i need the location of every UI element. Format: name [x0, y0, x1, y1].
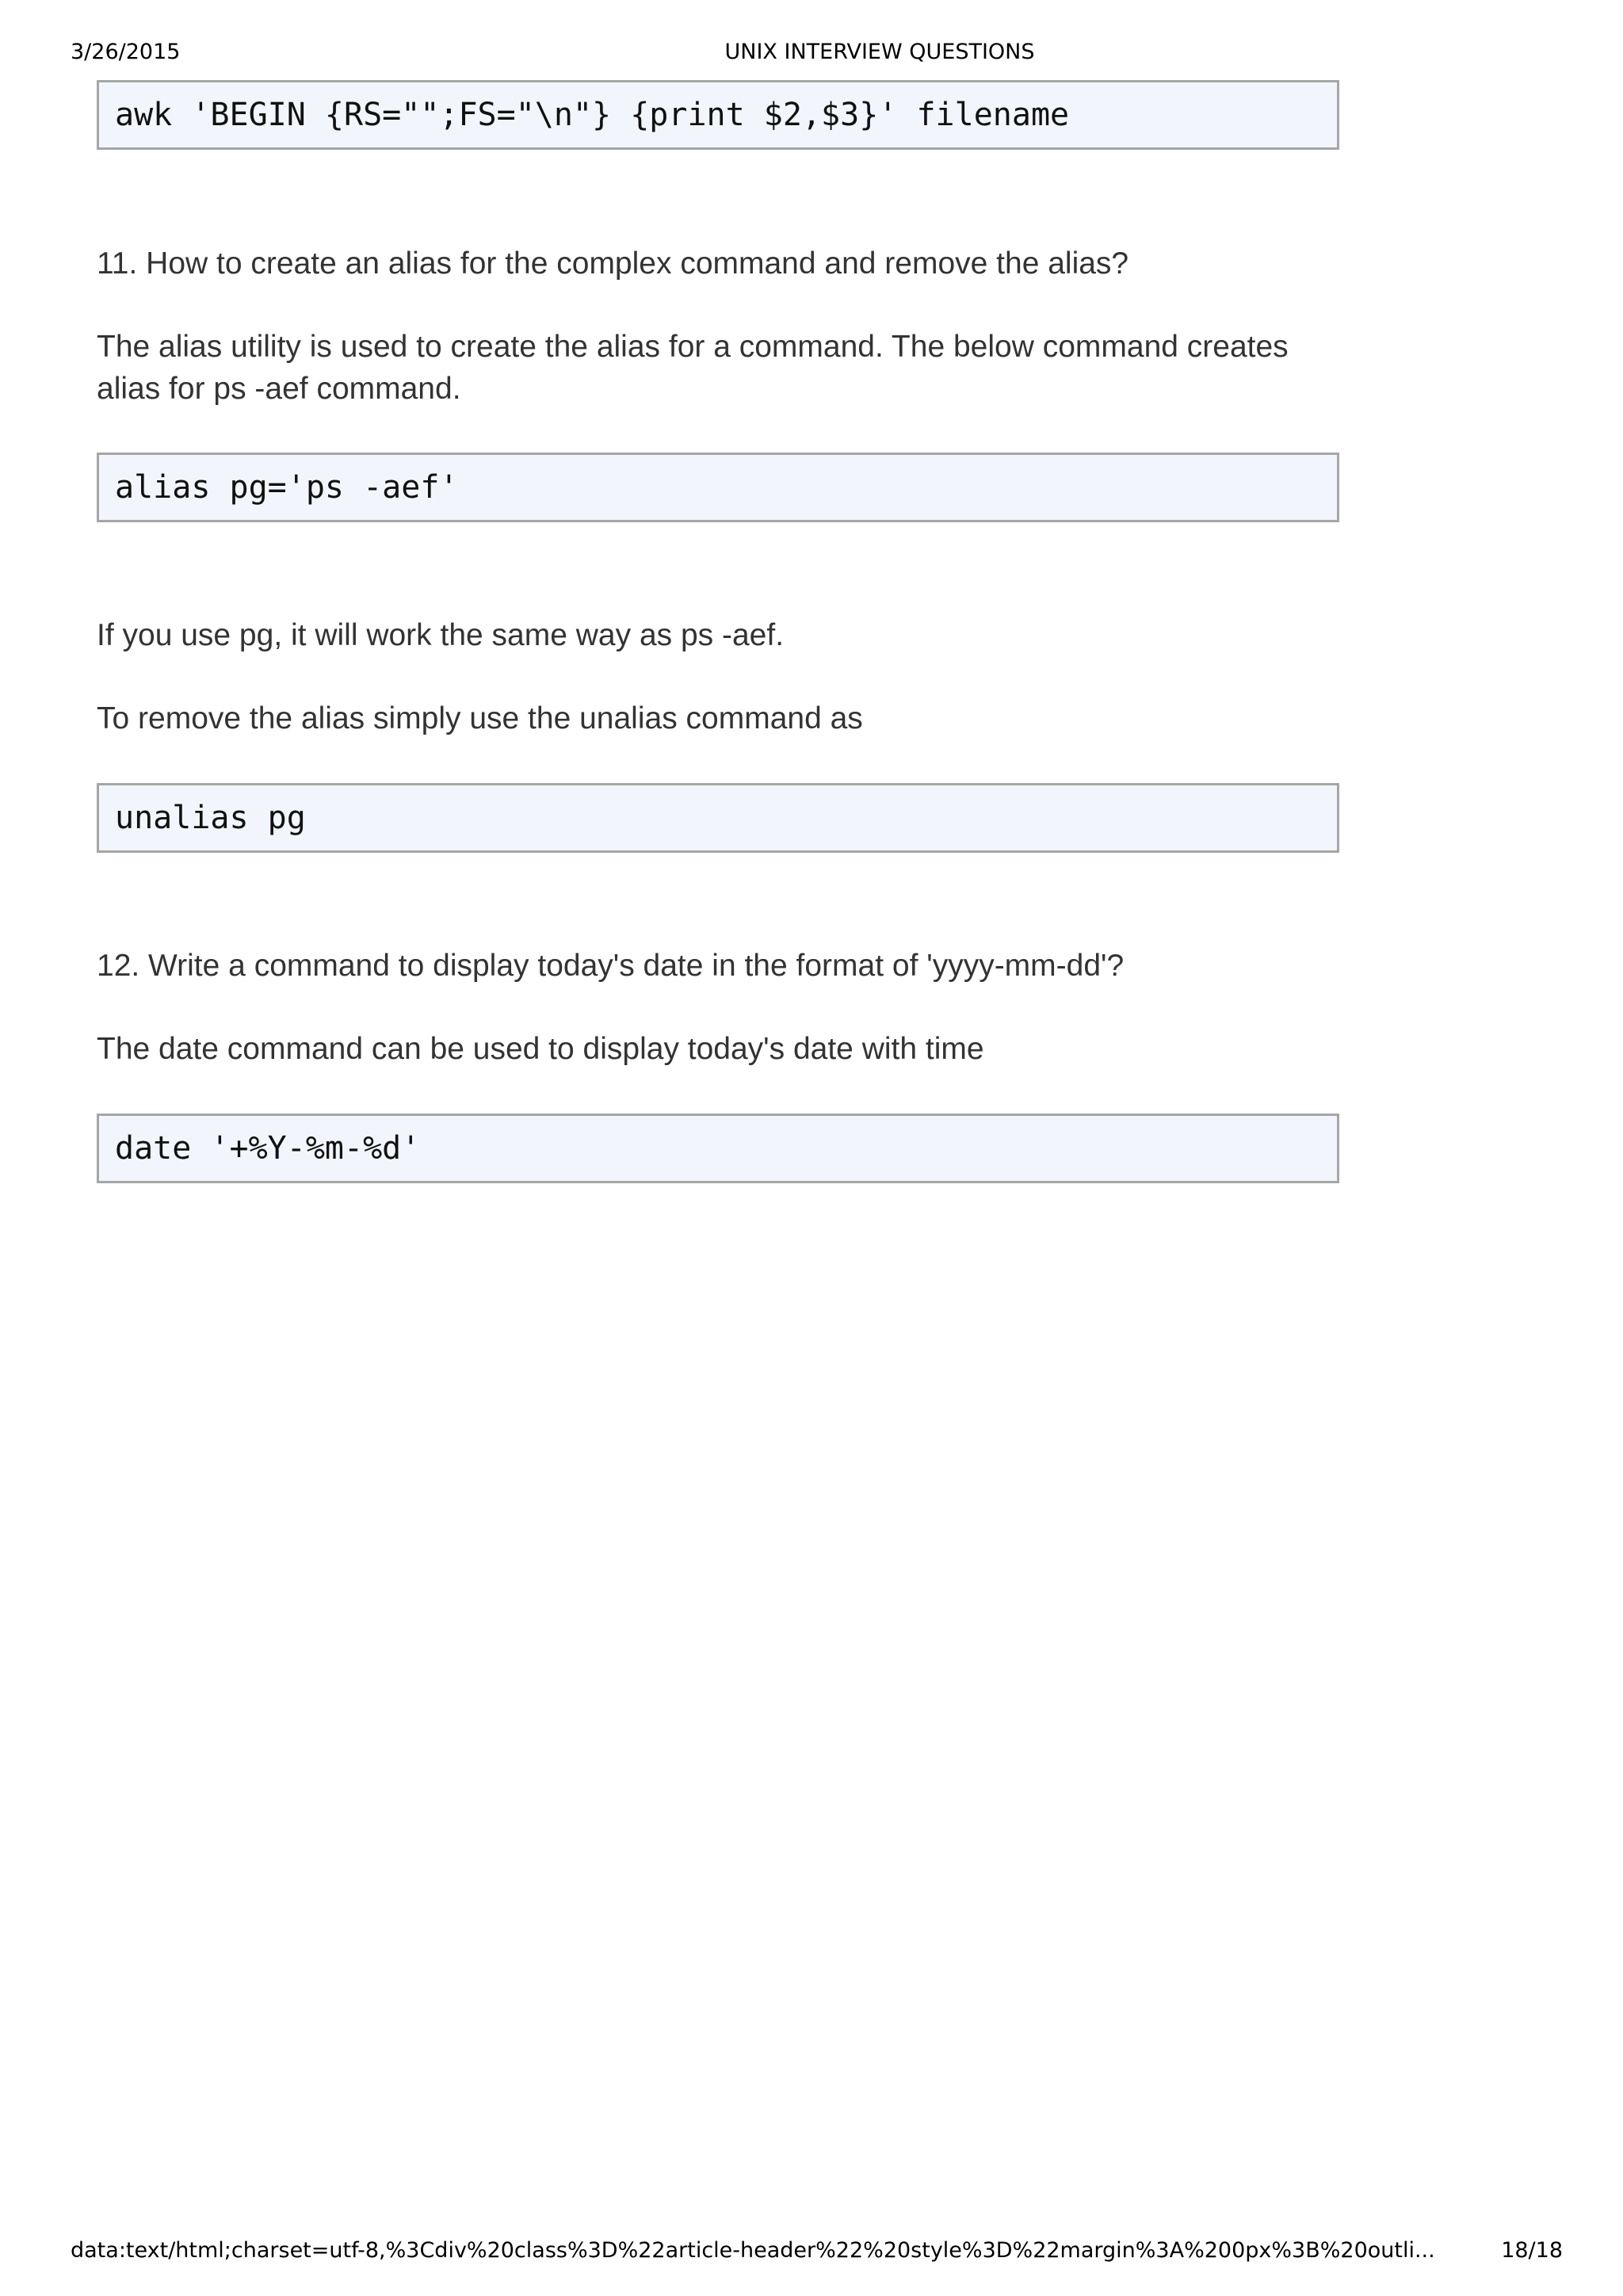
answer-12: The date command can be used to display today's date with time	[97, 1032, 984, 1066]
question-12: 12. Write a command to display today's date in the format of 'yyyy-mm-dd'?	[97, 949, 1125, 983]
paragraph-use-pg: If you use pg, it will work the same way as ps -aef.	[97, 618, 785, 652]
answer-11-line-2: alias for ps -aef command.	[97, 372, 461, 406]
page-title: UNIX INTERVIEW QUESTIONS	[724, 40, 1035, 64]
code-block-awk: awk 'BEGIN {RS="";FS="\n"} {print $2,$3}' filename	[97, 80, 1339, 150]
code-block-alias: alias pg='ps -aef'	[97, 453, 1339, 522]
paragraph-remove-alias: To remove the alias simply use the unalias command as	[97, 701, 863, 735]
page-number: 18/18	[1501, 2238, 1563, 2263]
footer-url: data:text/html;charset=utf-8,%3Cdiv%20class%3D%22article-header%22%20style%3D%22margin%3A%200px%3B%20outli...	[71, 2238, 1435, 2263]
question-11: 11. How to create an alias for the complex command and remove the alias?	[97, 246, 1129, 281]
answer-11-line-1: The alias utility is used to create the alias for a command. The below command creates	[97, 330, 1289, 364]
code-block-unalias: unalias pg	[97, 783, 1339, 853]
code-block-date: date '+%Y-%m-%d'	[97, 1114, 1339, 1183]
print-date: 3/26/2015	[71, 40, 181, 64]
